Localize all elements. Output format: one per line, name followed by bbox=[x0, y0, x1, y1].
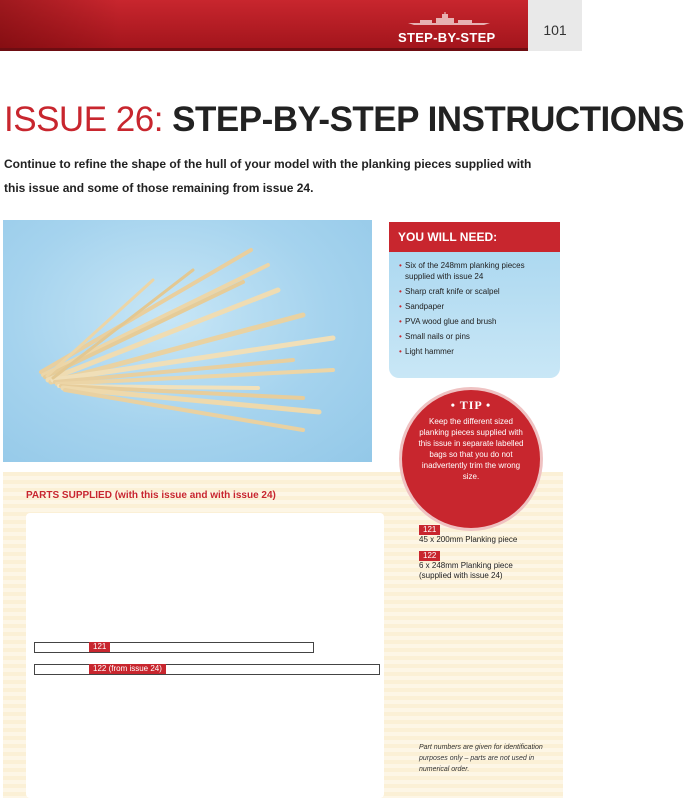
legend-item-121 bbox=[419, 525, 517, 545]
legend-item-122 bbox=[419, 551, 513, 581]
list-item: • Sandpaper bbox=[399, 301, 554, 312]
legend-description: 6 x 248mm Planking piece bbox=[419, 561, 513, 570]
section-label: STEP-BY-STEP bbox=[398, 30, 496, 45]
list-item: • Light hammer bbox=[399, 346, 554, 357]
list-item: • Six of the 248mm planking pieces supplied with issue 24 bbox=[399, 260, 554, 282]
legend-number: 122 bbox=[419, 551, 440, 561]
parts-layout-area bbox=[26, 513, 384, 798]
list-item: • PVA wood glue and brush bbox=[399, 316, 554, 327]
tip-circle bbox=[402, 390, 540, 528]
tip-text: Keep the different sized planking pieces supplied with this issue in separate labelled bags so that you do not inadvertently trim the wrong size. bbox=[418, 417, 524, 481]
tip-title: • TIP • bbox=[450, 398, 492, 412]
legend-description-note: (supplied with issue 24) bbox=[419, 571, 503, 580]
title-main: STEP-BY-STEP INSTRUCTIONS bbox=[172, 100, 684, 139]
you-will-need-heading: YOU WILL NEED: bbox=[389, 222, 560, 252]
list-item: • Sharp craft knife or scalpel bbox=[399, 286, 554, 297]
page-number-box bbox=[528, 0, 582, 51]
part-121-strip bbox=[34, 642, 314, 653]
page-title bbox=[4, 100, 684, 140]
intro-text: Continue to refine the shape of the hull of your model with the planking pieces supplied with this issue and some of those remaining from issue 24. bbox=[4, 157, 532, 195]
issue-number: ISSUE 26: bbox=[4, 100, 163, 139]
part-121-label: 121 bbox=[89, 642, 110, 652]
planking-pieces-illustration bbox=[3, 220, 372, 462]
parts-footnote: Part numbers are given for identification purposes only – parts are not used in numerical order. bbox=[419, 744, 543, 773]
you-will-need-box bbox=[389, 222, 560, 378]
part-122-strip bbox=[34, 664, 380, 675]
part-122-label: 122 (from issue 24) bbox=[89, 664, 166, 674]
legend-description: 45 x 200mm Planking piece bbox=[419, 535, 518, 544]
planking-photo bbox=[3, 220, 372, 462]
page-number: 101 bbox=[543, 22, 567, 38]
list-item: • Small nails or pins bbox=[399, 331, 554, 342]
battleship-icon bbox=[406, 12, 492, 26]
legend-number: 121 bbox=[419, 525, 440, 535]
you-will-need-list bbox=[389, 260, 560, 357]
header-bar bbox=[0, 0, 582, 51]
header-shade bbox=[0, 0, 120, 48]
parts-heading: PARTS SUPPLIED (with this issue and with issue 24) bbox=[26, 490, 276, 501]
